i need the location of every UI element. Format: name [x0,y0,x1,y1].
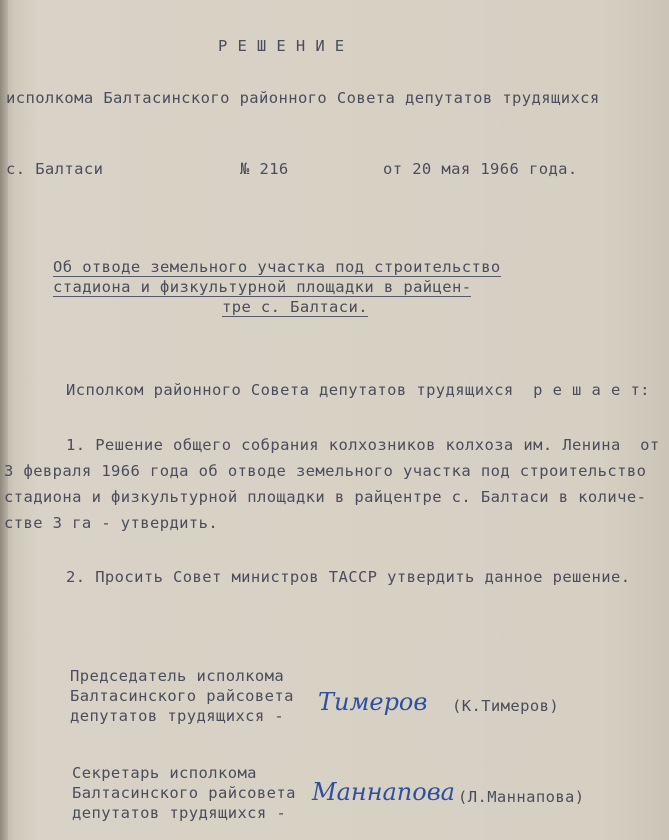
chairman-name: (К.Тимеров) [452,697,560,715]
secretary-title-1: Секретарь исполкома [72,764,257,782]
chairman-signature: Тимеров [318,688,428,716]
document-date: от 20 мая 1966 года. [383,160,578,178]
secretary-title-2: Балтасинского райсовета [72,784,296,802]
chairman-title-1: Председатель исполкома [70,667,285,685]
subject-line-2: стадиона и физкультурной площадки в райцен- [53,278,472,296]
binding-edge [0,0,8,840]
item1-line-3: стадиона и физкультурной площадки в райцентре с. Балтаси в количе- [4,488,647,506]
item1-line-2: 3 февраля 1966 года об отводе земельного участка под строительство [4,462,647,480]
preamble: Исполком районного Совета депутатов трудящихся р е ш а е т: [66,381,650,399]
document-title: Р Е Ш Е Н И Е [218,37,345,55]
subject-line-3: тре с. Балтаси. [222,298,368,316]
item1-line-4: стве 3 га - утвердить. [4,514,219,532]
subject-line-1: Об отводе земельного участка под строительство [53,258,501,276]
issuer-line: исполкома Балтасинского районного Совета депутатов трудящихся [6,89,600,107]
item1-line-1: 1. Решение общего собрания колхозников колхоза им. Ленина от [66,436,660,454]
item2: 2. Просить Совет министров ТАССР утвердить данное решение. [66,568,631,586]
secretary-name: (Л.Маннапова) [458,788,585,806]
place: с. Балтаси [6,160,104,178]
chairman-title-3: депутатов трудящихся - [70,707,285,725]
chairman-title-2: Балтасинского райсовета [70,687,294,705]
document-number: № 216 [240,160,289,178]
secretary-signature: Маннапова [312,778,455,806]
secretary-title-3: депутатов трудящихся - [72,804,287,822]
